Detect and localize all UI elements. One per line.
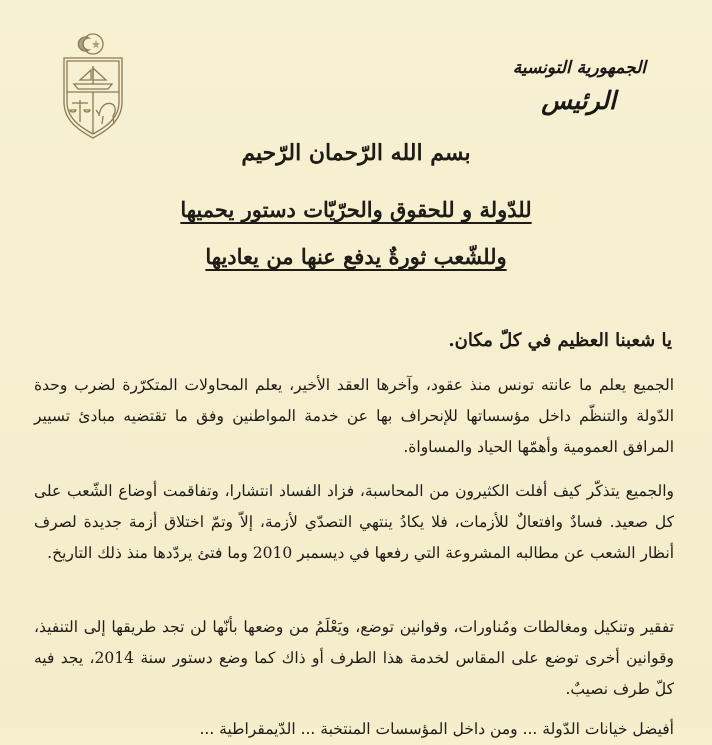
president-header: الرئيس <box>541 86 616 115</box>
paragraph: الجميع يعلم ما عانته تونس منذ عقود، وآخرها العقد الأخير، يعلم المحاولات المتكرّرة لضرب وحدة الدّولة والتنظّم داخل مؤسساتها للإنحراف بها عن خدمة المواطنين وفق ما تقتضيه مبادئ تسيير المرافق العمومية وأهمّها الحياد والمساواة. <box>34 376 674 456</box>
paragraph: أفيضل خيانات الدّولة ... ومن داخل المؤسسات المنتخبة ... الدّيمقراطية ... <box>199 720 674 738</box>
basmala: بسم الله الرّحمان الرّحيم <box>241 140 471 166</box>
motto-line-1: للدّولة و للحقوق والحرّيّات دستور يحميها <box>180 197 532 222</box>
salutation: يا شعبنا العظيم في كلّ مكان. <box>448 330 672 351</box>
paragraph: والجميع يتذكّر كيف أفلت الكثيرون من المحاسبة، فزاد الفساد انتشارا، وتفاقمت أوضاع الشّعب على كل صعيد. فسادٌ وافتعالٌ للأزمات، فلا يكادُ ينتهي التصدّي لأزمة، إلاّ وتمّ اختلاق أزمة جديدة لصرف أنظار الشعب عن مطالبه المشروعة التي رفعها في ديسمبر 2010 وما فتئ يردّدها منذ ذلك التاريخ. <box>34 482 674 562</box>
republic-header: الجمهورية التونسية <box>512 58 646 78</box>
paragraph: تفقير وتنكيل ومغالطات ومُناورات، وقوانين توضع، ويَعْلَمُ من وضعها بأنّها لن تجد طريقها إلى التنفيذ، وقوانين أخرى توضع على المقاس لخدمة هذا الطرف أو ذاك كما وضع دستور سنة 2014، يجد فيه كلّ طرف نصيبٌ. <box>34 618 674 698</box>
tunisia-coat-of-arms-icon <box>58 30 128 142</box>
motto-line-2: وللشّعب ثورةٌ يدفع عنها من يعاديها <box>205 244 507 269</box>
